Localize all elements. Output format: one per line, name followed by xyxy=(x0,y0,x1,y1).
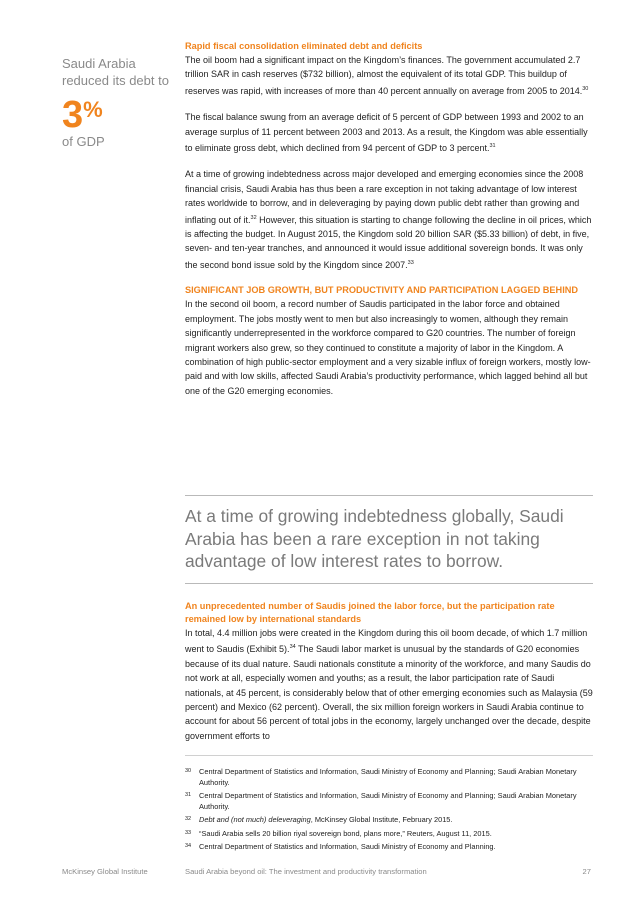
main-column-continued xyxy=(185,600,595,743)
footer-title: Saudi Arabia beyond oil: The investment and productivity transformation xyxy=(185,867,427,876)
footnote-ref[interactable]: 33 xyxy=(407,259,414,266)
footnote-number: 30 xyxy=(185,768,192,774)
footnote-number: 31 xyxy=(185,792,192,798)
paragraph: In the second oil boom, a record number of Saudis participated in the labor force and obtained employment. The jobs mostly went to men but also increasingly to women, although they remain significantly underrepresented in the workforce compared to G20 countries. The number of foreign migrant workers also grew, so they continued to constitute a majority of labor in the Kingdom. A combination of high public-sector employment and a very sizable influx of foreign workers, mostly low-paid and with low skills, affected Saudi Arabia’s productivity performance, which lagged behind all but one of the G20 emerging economies. xyxy=(185,299,591,396)
sidebar-callout xyxy=(62,55,177,149)
footnote-ref[interactable]: 30 xyxy=(582,85,589,92)
section-heading-labor: An unprecedented number of Saudis joined the labor force, but the participation rate remained low by international standards xyxy=(185,601,555,624)
pull-quote: At a time of growing indebtedness globally, Saudi Arabia has been a rare exception in not taking advantage of low interest rates to borrow. xyxy=(185,506,564,571)
callout-stat-percent: % xyxy=(83,97,102,122)
divider xyxy=(185,583,593,584)
footnote-text: , McKinsey Global Institute, February 2015. xyxy=(310,815,453,824)
paragraph xyxy=(185,53,595,98)
footnote xyxy=(185,791,595,812)
callout-stat-value: 3 xyxy=(62,94,83,136)
divider xyxy=(185,495,593,496)
section-heading-jobs: SIGNIFICANT JOB GROWTH, BUT PRODUCTIVITY AND PARTICIPATION LAGGED BEHIND xyxy=(185,285,579,296)
page-number: 27 xyxy=(582,867,591,876)
paragraph-text: The oil boom had a significant impact on the Kingdom’s finances. The government accumulated 2.7 trillion SAR in cash reserves ($732 billion), almost the equivalent of its total GDP. This buildup of reserves was rapid, with increases of more than 40 percent annually on average from 2005 to 2014. xyxy=(185,55,583,96)
footnote xyxy=(185,829,595,840)
footnote xyxy=(185,842,595,853)
footnote-divider xyxy=(185,755,593,756)
callout-unit: of GDP xyxy=(62,134,105,149)
footnote-ref[interactable]: 32 xyxy=(250,214,257,221)
paragraph-text: The fiscal balance swung from an average deficit of 5 percent of GDP between 1993 and 2002 to an average surplus of 11 percent between 2003 and 2013. As a result, the Kingdom was able essentially to eliminate gross debt, which declined from 94 percent of GDP to 3 percent. xyxy=(185,112,588,154)
paragraph-text: In total, 4.4 million jobs were created in the Kingdom during this oil boom decade, of which 1.7 million went to Saudis (Exhibit 5). xyxy=(185,628,588,655)
footnote-text-wrap xyxy=(199,815,595,826)
footnote xyxy=(185,815,595,826)
footnote-title: Debt and (not much) deleveraging xyxy=(199,815,311,824)
paragraph-text: However, this situation is starting to change following the decline in oil prices, which is affecting the budget. In August 2015, the Kingdom sold 20 billion SAR ($5.33 billion) of debt, in five, seven- and ten-year tranches, and announced it would issue additional sovereign bonds. It was only the second bond issue sold by the Kingdom since 2007. xyxy=(185,214,592,270)
callout-lead-text: Saudi Arabia reduced its debt to xyxy=(62,56,169,88)
footnote-number: 32 xyxy=(185,816,192,822)
paragraph xyxy=(185,110,595,155)
footnote-ref[interactable]: 34 xyxy=(289,644,296,651)
callout-stat xyxy=(62,91,177,134)
footnote xyxy=(185,767,595,788)
section-heading-fiscal: Rapid fiscal consolidation eliminated debt and deficits xyxy=(185,41,423,51)
footnote-number: 33 xyxy=(185,829,192,836)
footnote-number: 34 xyxy=(185,843,192,849)
footnote-text: Central Department of Statistics and Information, Saudi Ministry of Economy and Planning. xyxy=(199,842,496,851)
footer-publisher: McKinsey Global Institute xyxy=(62,867,148,876)
footnote-ref[interactable]: 31 xyxy=(489,143,496,150)
main-column xyxy=(185,40,595,398)
footnotes xyxy=(185,767,595,856)
paragraph-text: The Saudi labor market is unusual by the standards of G20 economies because of its dual nature. Saudi nationals constitute a minority of the workforce, and many Saudis do not work at all, especially women and youths; as a result, the labor participation rate of Saudi nationals, at 45 percent, is considerably below that of other emerging economies such as Malaysia (59 percent) and Mexico (62 percent). Overall, the six million foreign workers in Saudi Arabia continue to account for about 56 percent of total jobs in the economy, largely unchanged over the decade, despite government efforts to xyxy=(185,644,593,741)
footnote-text: Central Department of Statistics and Information, Saudi Ministry of Economy and Planning; Saudi Arabian Monetary Authority. xyxy=(199,767,577,787)
footnote-text: Central Department of Statistics and Information, Saudi Ministry of Economy and Planning; Saudi Arabian Monetary Authority. xyxy=(199,791,577,811)
paragraph xyxy=(185,167,595,272)
paragraph-text: At a time of growing indebtedness across major developed and emerging economies since the 2008 financial crisis, Saudi Arabia has thus been a rare exception in not taking advantage of low interest rates worldwide to borrow, and in deleveraging by paying down public debt rather than growing and inflating out of it. xyxy=(185,169,584,225)
footnote-text: “Saudi Arabia sells 20 billion riyal sovereign bond, plans more,” Reuters, August 11, 2015. xyxy=(199,828,492,838)
paragraph xyxy=(185,626,595,743)
